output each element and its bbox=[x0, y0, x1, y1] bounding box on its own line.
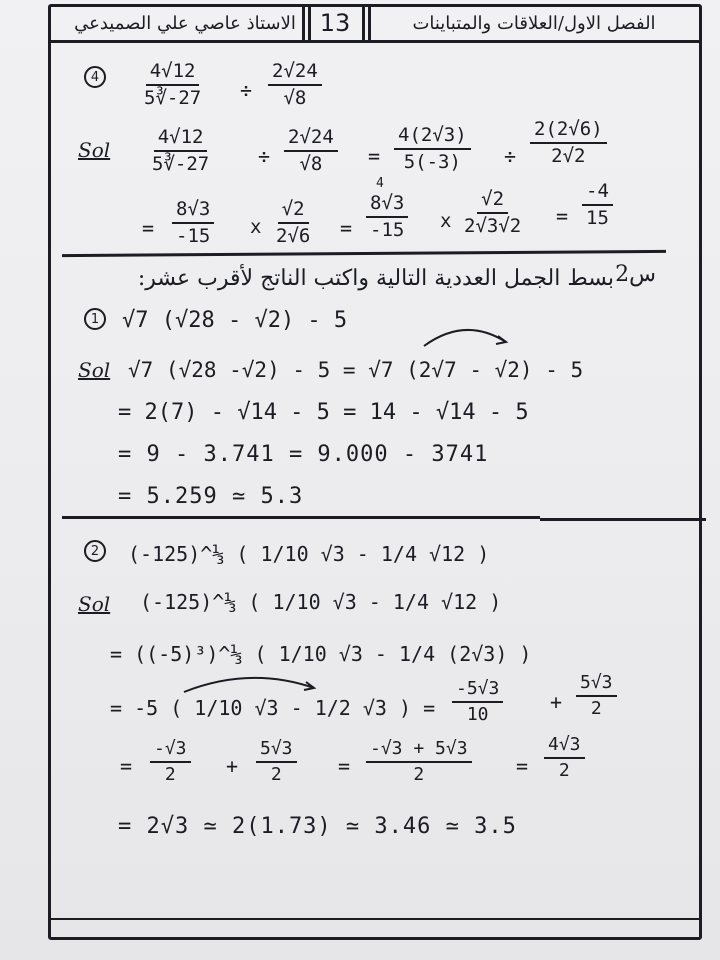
fraction: -5√3 10 bbox=[452, 680, 503, 724]
cancelled-value: 4 bbox=[376, 176, 384, 191]
equals-sign: = bbox=[142, 216, 155, 240]
solution-line: (-125)^⅓ ( 1/10 √3 - 1/4 √12 ) bbox=[140, 590, 502, 614]
times-sign: x bbox=[440, 210, 452, 232]
fraction: 8√3 -15 bbox=[366, 194, 408, 240]
solution-line: = -5 ( 1/10 √3 - 1/2 √3 ) = bbox=[110, 696, 436, 720]
question-number: 4 bbox=[84, 66, 106, 88]
equals-sign: = bbox=[368, 144, 381, 168]
section-divider bbox=[62, 516, 540, 519]
equals-sign: = bbox=[340, 216, 353, 240]
solution-line: √7 (√28 -√2) - 5 = √7 (2√7 - √2) - 5 bbox=[128, 358, 584, 382]
divide-sign: ÷ bbox=[240, 78, 253, 102]
solution-label: Sol bbox=[78, 138, 111, 162]
fraction: 2√24 √8 bbox=[284, 128, 338, 174]
teacher-name: الاستاذ عاصي علي الصميدعي bbox=[74, 12, 296, 34]
section-divider bbox=[540, 518, 706, 521]
header-divider bbox=[302, 6, 305, 40]
fraction: 2√24 √8 bbox=[268, 62, 322, 108]
part-number: 1 bbox=[84, 308, 106, 330]
solution-line: = 5.259 ≃ 5.3 bbox=[118, 484, 304, 509]
solution-label: Sol bbox=[78, 592, 111, 616]
fraction: -√3 2 bbox=[150, 740, 191, 784]
fraction: 4√12 5∛-27 bbox=[152, 126, 210, 175]
question-label: س2 bbox=[615, 262, 656, 287]
page-header bbox=[50, 6, 700, 43]
fraction: 4(2√3) 5(-3) bbox=[394, 126, 471, 172]
plus-sign: + bbox=[550, 690, 563, 714]
equals-sign: = bbox=[556, 204, 569, 228]
solution-line: = 2√3 ≃ 2(1.73) ≃ 3.46 ≃ 3.5 bbox=[118, 814, 517, 839]
header-divider bbox=[308, 6, 311, 40]
divide-sign: ÷ bbox=[258, 144, 271, 168]
solution-label: Sol bbox=[78, 358, 111, 382]
fraction: -4 15 bbox=[582, 182, 613, 228]
fraction: 4√3 2 bbox=[544, 736, 585, 780]
equals-sign: = bbox=[516, 754, 529, 778]
divide-sign: ÷ bbox=[504, 144, 517, 168]
solution-line: = 2(7) - √14 - 5 = 14 - √14 - 5 bbox=[118, 400, 529, 425]
distribution-arrow bbox=[420, 320, 510, 350]
question-instruction: بسط الجمل العددية التالية واكتب الناتج لأقرب عشر: bbox=[137, 266, 614, 291]
header-divider bbox=[368, 6, 371, 40]
fraction: √2 2√3√2 bbox=[464, 188, 522, 237]
distribution-arrow bbox=[180, 672, 320, 694]
fraction: 5√3 2 bbox=[576, 674, 617, 718]
equals-sign: = bbox=[338, 754, 351, 778]
solution-line: = ((-5)³)^⅓ ( 1/10 √3 - 1/4 (2√3) ) bbox=[110, 642, 532, 666]
plus-sign: + bbox=[226, 754, 239, 778]
problem-expression: (-125)^⅓ ( 1/10 √3 - 1/4 √12 ) bbox=[128, 542, 490, 566]
chapter-title: الفصل الاول/العلاقات والمتباينات bbox=[412, 12, 656, 34]
fraction: 5√3 2 bbox=[256, 740, 297, 784]
times-sign: x bbox=[250, 216, 262, 238]
fraction: 4√12 5∛-27 bbox=[144, 60, 202, 109]
solution-line: = 9 - 3.741 = 9.000 - 3741 bbox=[118, 442, 489, 467]
fraction: 8√3 -15 bbox=[172, 200, 214, 246]
equals-sign: = bbox=[120, 754, 133, 778]
header-divider bbox=[362, 6, 365, 40]
part-number: 2 bbox=[84, 540, 106, 562]
bottom-rule bbox=[50, 918, 700, 920]
page-number: 13 bbox=[319, 9, 351, 37]
fraction: √2 2√6 bbox=[276, 198, 311, 247]
problem-expression: √7 (√28 - √2) - 5 bbox=[122, 308, 348, 333]
fraction: -√3 + 5√3 2 bbox=[366, 740, 472, 784]
fraction: 2(2√6) 2√2 bbox=[530, 120, 607, 166]
